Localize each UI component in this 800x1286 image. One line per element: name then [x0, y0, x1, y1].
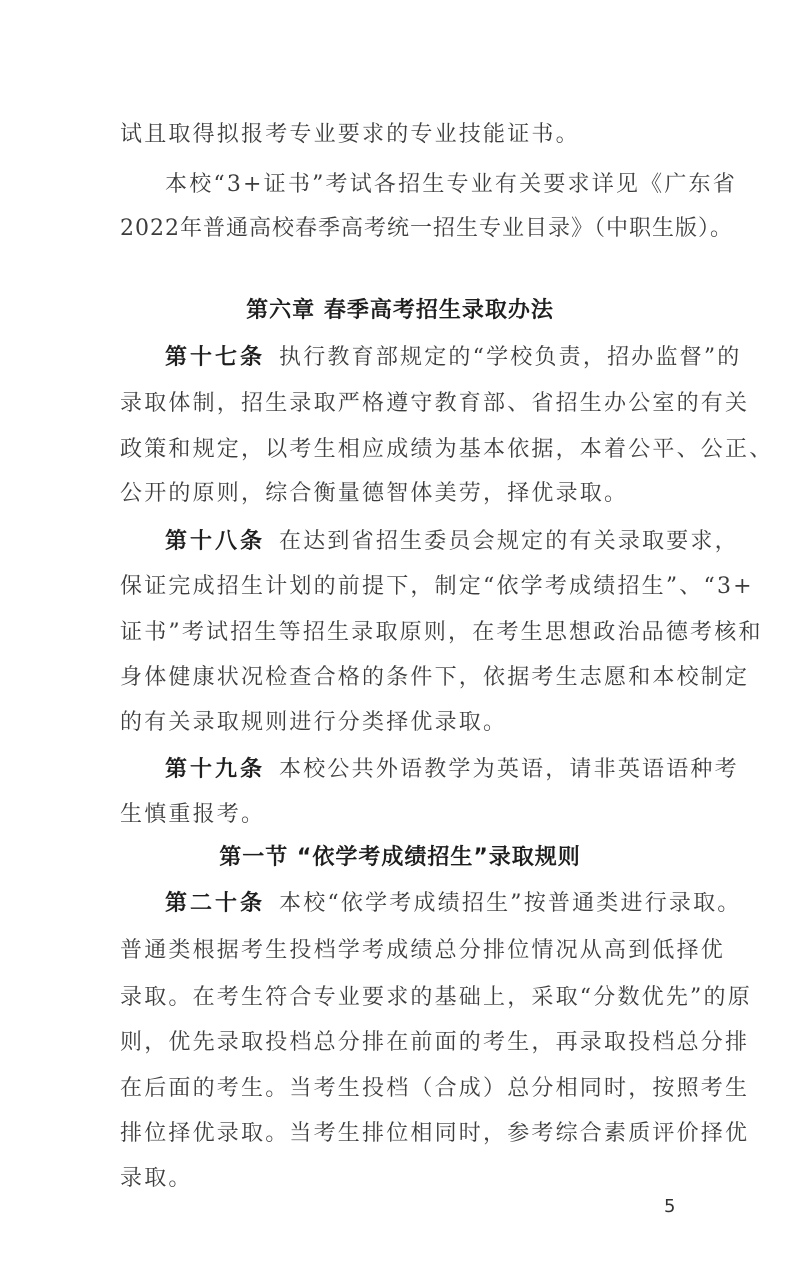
article-text: 在达到省招生委员会规定的有关录取要求， [279, 529, 739, 554]
article-19-line [165, 755, 739, 785]
section-heading: 第一节 “依学考成绩招生”录取规则 [219, 845, 581, 870]
article-text: 本校公共外语教学为英语，请非英语语种考 [279, 757, 739, 782]
paragraph-line: 试且取得拟报考专业要求的专业技能证书。 [120, 122, 580, 147]
article-number: 第二十条 [165, 891, 266, 916]
paragraph-line: 生慎重报考。 [120, 802, 266, 827]
article-number: 第十九条 [165, 757, 266, 782]
article-17-line [165, 343, 742, 373]
paragraph-line: 排位择优录取。当考生排位相同时，参考综合素质评价择优 [120, 1121, 750, 1146]
article-text: 执行教育部规定的“学校负责，招办监督”的 [279, 345, 742, 370]
article-text: 本校“依学考成绩招生”按普通类进行录取。 [279, 891, 742, 916]
article-number: 第十七条 [165, 345, 266, 370]
paragraph-line: 身体健康状况检查合格的条件下，依据考生志愿和本校制定 [120, 665, 750, 690]
paragraph-line: 公开的原则，综合衡量德智体美劳，择优录取。 [120, 481, 629, 506]
paragraph-line: 证书”考试招生等招生录取原则，在考生思想政治品德考核和 [120, 620, 763, 645]
paragraph-line: 2022年普通高校春季高考统一招生专业目录》（中职生版）。 [120, 216, 733, 241]
paragraph-line: 保证完成招生计划的前提下，制定“依学考成绩招生”、“3+ [120, 574, 754, 599]
paragraph-line: 录取。在考生符合专业要求的基础上，采取“分数优先”的原 [120, 985, 752, 1010]
paragraph-line: 录取体制，招生录取严格遵守教育部、省招生办公室的有关 [120, 391, 750, 416]
paragraph-line: 的有关录取规则进行分类择优录取。 [120, 710, 508, 735]
paragraph-line: 则，优先录取投档总分排在前面的考生，再录取投档总分排 [120, 1030, 750, 1055]
paragraph-line: 普通类根据考生投档学考成绩总分排位情况从高到低择优 [120, 938, 726, 963]
chapter-heading: 第六章 春季高考招生录取办法 [246, 298, 554, 323]
paragraph-line: 录取。 [120, 1166, 193, 1191]
paragraph-line: 政策和规定，以考生相应成绩为基本依据，本着公平、公正、 [120, 437, 774, 462]
page-number: 5 [664, 1196, 676, 1217]
article-18-line [165, 527, 739, 557]
article-number: 第十八条 [165, 529, 266, 554]
article-20-line [165, 889, 742, 919]
paragraph-line: 本校“3+证书”考试各招生专业有关要求详见《广东省 [165, 172, 737, 197]
paragraph-line: 在后面的考生。当考生投档（合成）总分相同时，按照考生 [120, 1076, 750, 1101]
